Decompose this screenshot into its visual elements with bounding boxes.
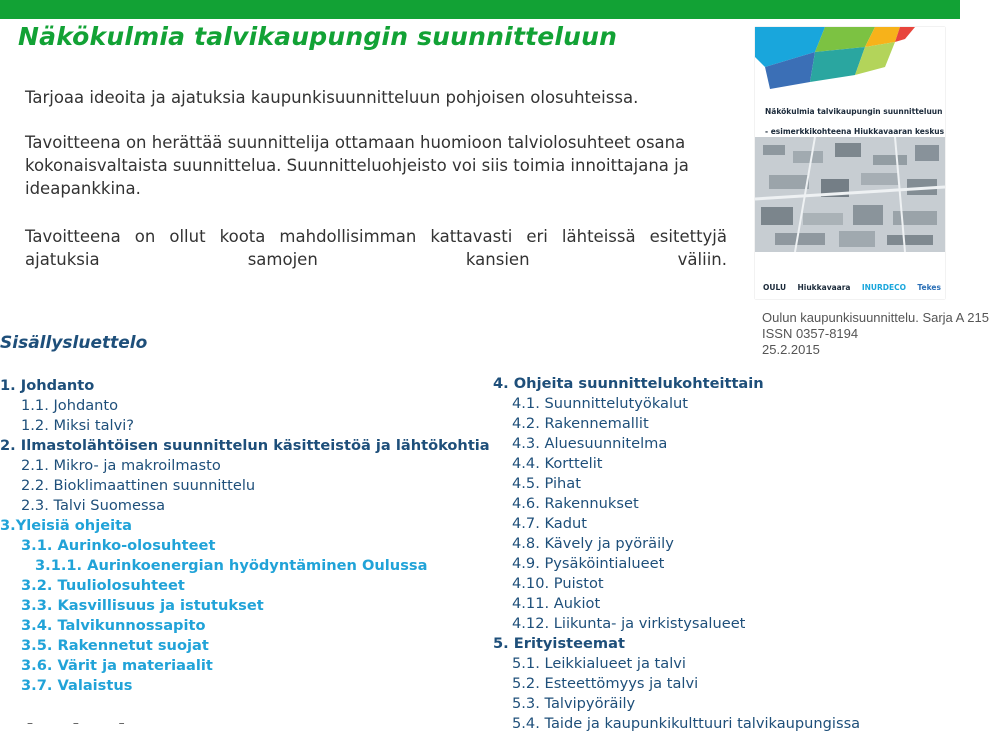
toc-entry[interactable]: 3.6. Värit ja materiaalit	[21, 657, 213, 674]
toc-entry[interactable]: 3.3. Kasvillisuus ja istutukset	[21, 597, 264, 614]
toc-entry[interactable]: 2.2. Bioklimaattinen suunnittelu	[21, 477, 256, 494]
cover-illustration	[755, 27, 945, 299]
toc-entry[interactable]: 4.1. Suunnittelutyökalut	[512, 395, 688, 412]
toc-entry[interactable]: 4.9. Pysäköintialueet	[512, 555, 665, 572]
footer-dashes: – – –	[27, 716, 143, 730]
toc-entry[interactable]: 4.5. Pihat	[512, 475, 581, 492]
page-title: Näkökulmia talvikaupungin suunnitteluun	[18, 22, 618, 51]
toc-right-column	[493, 374, 953, 734]
issn-text: ISSN 0357-8194	[762, 326, 859, 341]
toc-entry[interactable]: 5.1. Leikkialueet ja talvi	[512, 655, 686, 672]
toc-entry[interactable]: 2.3. Talvi Suomessa	[21, 497, 166, 514]
toc-entry[interactable]: 4.12. Liikunta- ja virkistysalueet	[512, 615, 746, 632]
toc-entry[interactable]: 5.4. Taide ja kaupunkikulttuuri talvikaupungissa	[512, 715, 861, 732]
toc-entry[interactable]: 5.2. Esteettömyys ja talvi	[512, 675, 699, 692]
tekes-logo: Tekes	[917, 283, 941, 292]
toc-entry[interactable]: 3.1.1. Aurinkoenergian hyödyntäminen Oulussa	[35, 557, 428, 574]
report-cover-image	[755, 27, 945, 299]
toc-entry[interactable]: 3.Yleisiä ohjeita	[0, 517, 132, 534]
toc-entry[interactable]: 4.6. Rakennukset	[512, 495, 639, 512]
inurdeco-logo: INURDECO	[861, 283, 907, 292]
toc-entry[interactable]: 4.2. Rakennemallit	[512, 415, 649, 432]
intro-paragraph-3: Tavoitteena on ollut koota mahdollisimman kattavasti eri lähteissä esitettyjä ajatuksia samojen kansien väliin.	[25, 227, 727, 269]
toc-entry[interactable]: 2. Ilmastolähtöisen suunnittelun käsitteistöä ja lähtökohtia	[0, 437, 490, 454]
toc-entry[interactable]: 5. Erityisteemat	[493, 635, 625, 652]
toc-entry[interactable]: 5.3. Talvipyöräily	[512, 695, 636, 712]
toc-entry[interactable]: 3.7. Valaistus	[21, 677, 133, 694]
intro-paragraph-1: Tarjoaa ideoita ja ajatuksia kaupunkisuunnitteluun pohjoisen olosuhteissa.	[25, 88, 639, 107]
publication-date: 25.2.2015	[762, 342, 820, 357]
intro-paragraph-2: Tavoitteena on herättää suunnittelija ottamaan huomioon talviolosuhteet osana kokonaisvaltaista suunnittelua. Suunnitteluohjeisto voi siis toimia innoittajana ja ideapankkina.	[25, 133, 689, 198]
toc-entry[interactable]: 4.11. Aukiot	[512, 595, 601, 612]
toc-entry[interactable]: 4.7. Kadut	[512, 515, 587, 532]
cover-logos	[763, 283, 941, 292]
publication-info	[762, 310, 989, 358]
toc-heading: Sisällysluettelo	[0, 333, 148, 353]
toc-entry[interactable]: 3.1. Aurinko-olosuhteet	[21, 537, 216, 554]
toc-left-column	[0, 376, 490, 696]
toc-entry[interactable]: 4.3. Aluesuunnitelma	[512, 435, 668, 452]
toc-entry[interactable]: 4.8. Kävely ja pyöräily	[512, 535, 674, 552]
series-text: Oulun kaupunkisuunnittelu. Sarja A 215	[762, 310, 989, 325]
toc-entry[interactable]: 2.1. Mikro- ja makroilmasto	[21, 457, 221, 474]
toc-entry[interactable]: 1. Johdanto	[0, 377, 95, 394]
toc-entry[interactable]: 3.4. Talvikunnossapito	[21, 617, 206, 634]
toc-entry[interactable]: 4.4. Korttelit	[512, 455, 603, 472]
hiukkavaara-logo: Hiukkavaara	[797, 283, 851, 292]
cover-title: Näkökulmia talvikaupungin suunnitteluun	[765, 107, 943, 116]
oulu-logo: OULU	[763, 283, 787, 292]
toc-entry[interactable]: 3.5. Rakennetut suojat	[21, 637, 209, 654]
toc-entry[interactable]: 4.10. Puistot	[512, 575, 604, 592]
toc-entry[interactable]: 1.1. Johdanto	[21, 397, 119, 414]
top-green-bar	[0, 0, 960, 19]
toc-entry[interactable]: 4. Ohjeita suunnittelukohteittain	[493, 375, 764, 392]
cover-subtitle: - esimerkkikohteena Hiukkavaaran keskus	[765, 127, 945, 136]
toc-entry[interactable]: 1.2. Miksi talvi?	[21, 417, 135, 434]
toc-entry[interactable]: 3.2. Tuuliolosuhteet	[21, 577, 185, 594]
